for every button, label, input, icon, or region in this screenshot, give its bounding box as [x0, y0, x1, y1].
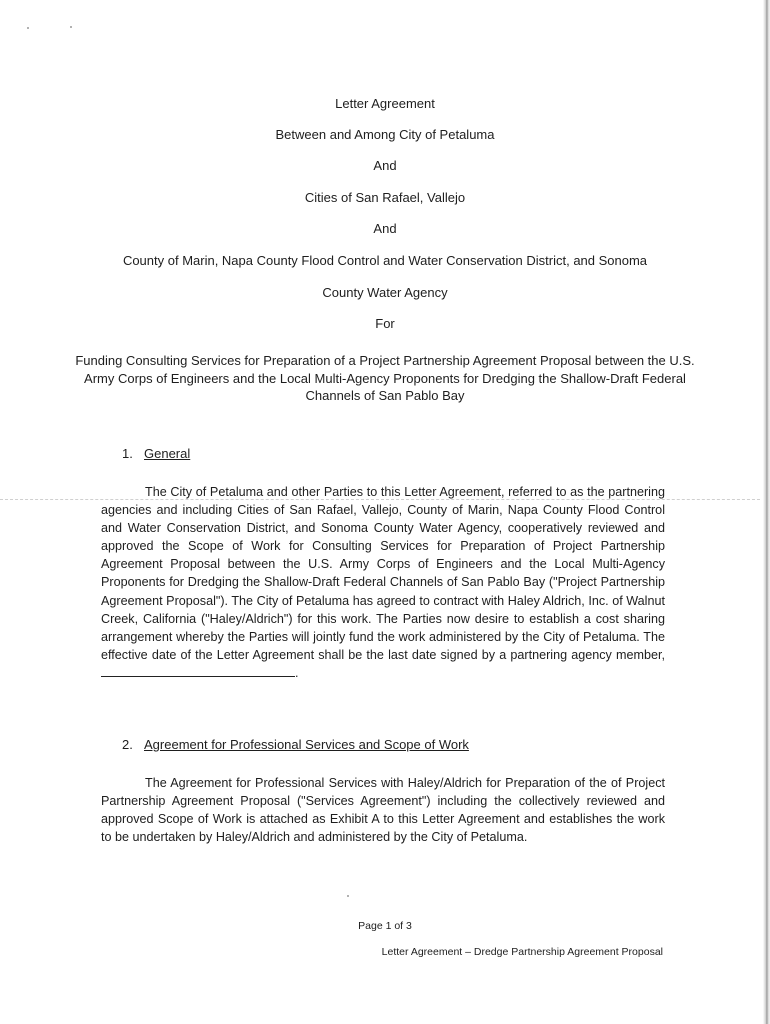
title-line: Cities of San Rafael, Vallejo	[304, 190, 466, 205]
section-body-general	[101, 483, 665, 682]
title-line: County of Marin, Napa County Flood Control and Water Conservation District, and Sonoma	[122, 253, 648, 268]
title-line: Between and Among City of Petaluma	[275, 127, 495, 142]
title-line: And	[373, 221, 397, 236]
section-title: General	[144, 446, 191, 461]
section-body-services: The Agreement for Professional Services with Haley/Aldrich for Preparation of the of Project Partnership Agreement Proposal ("Services Agreement") including the collectively reviewed and approved Scope of Work is attached as Exhibit A to this Letter Agreement and establishes the work to be undertaken by Haley/Aldrich and administered by the City of Petaluma.	[101, 776, 665, 845]
scan-speck	[27, 27, 29, 29]
sentence-end: .	[295, 665, 299, 680]
page-number: Page 1 of 3	[358, 920, 412, 932]
section-heading-services	[122, 737, 469, 753]
section-number: 1.	[122, 446, 133, 461]
title-line: Letter Agreement	[335, 96, 435, 111]
agreement-purpose: Funding Consulting Services for Preparation of a Project Partnership Agreement Proposal between the U.S. Army Corps of Engineers and the Local Multi-Agency Proponents for Dredging the Shallow-Draft Federal Channels of San Pablo Bay	[75, 353, 695, 403]
title-line: County Water Agency	[322, 285, 448, 300]
footer-document-title: Letter Agreement – Dredge Partnership Agreement Proposal	[381, 946, 663, 958]
section-number: 2.	[122, 737, 133, 752]
scan-speck	[347, 895, 349, 897]
section-heading-general	[122, 446, 190, 462]
signature-date-blank	[101, 664, 295, 677]
scan-page-edge	[763, 0, 770, 1024]
title-line: For	[375, 316, 395, 331]
scan-speck	[70, 26, 72, 28]
title-line: And	[373, 158, 397, 173]
paragraph-text: The City of Petaluma and other Parties to this Letter Agreement, referred to as the partnering agencies and including Cities of San Rafael, Vallejo, County of Marin, Napa County Flood Control and Water Conservation District, and Sonoma County Water Agency, cooperatively reviewed and approved the Scope of Work for Consulting Services for Preparation of Project Partnership Agreement Proposal between the U.S. Army Corps of Engineers and the Local Multi-Agency Proponents for Dredging the Shallow-Draft Federal Channels of San Pablo Bay ("Project Partnership Agreement Proposal"). The City of Petaluma has agreed to contract with Haley Aldrich, Inc. of Walnut Creek, California ("Haley/Aldrich") for this work. The Parties now desire to establish a cost sharing arrangement whereby the Parties will jointly fund the work administered by the City of Petaluma. The effective date of the Letter Agreement shall be the last date signed by a partnering agency member,	[101, 485, 665, 662]
section-title: Agreement for Professional Services and Scope of Work	[144, 737, 469, 752]
